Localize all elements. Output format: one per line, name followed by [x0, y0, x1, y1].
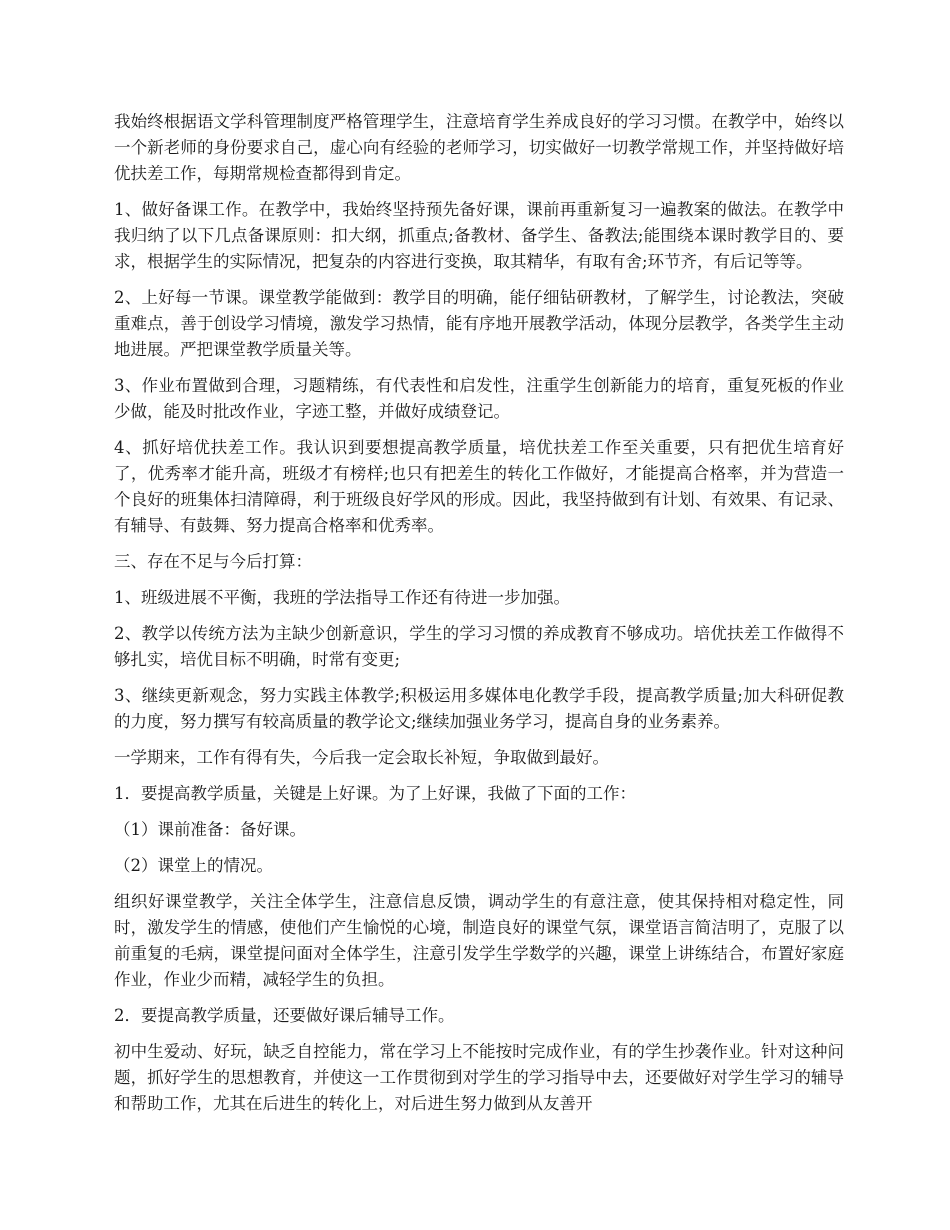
section-heading-shortcomings: 三、存在不足与今后打算： — [114, 552, 312, 571]
paragraph-point-1: 1．要提高教学质量，关键是上好课。为了上好课，我做了下面的工作： — [114, 784, 636, 803]
paragraph-summary: 一学期来，工作有得有失，今后我一定会取长补短，争取做到最好。 — [114, 748, 609, 767]
paragraph-lesson-prep: 1、做好备课工作。在教学中，我始终坚持预先备好课，课前再重新复习一遍教案的做法。在教学中我归纳了以下几点备课原则：扣大纲，抓重点;备教材、备学生、备教法;能围绕本课时教学目的、要求，根据学生的实际情况，把复杂的内容进行变换，取其精华，有取有舍;环节齐，有后记等等。 — [114, 200, 844, 271]
document-page — [114, 109, 844, 1127]
paragraph-after-class: 初中生爱动、好玩，缺乏自控能力，常在学习上不能按时完成作业，有的学生抄袭作业。针对这种问题，抓好学生的思想教育，并使这一工作贯彻到对学生的学习指导中去，还要做好对学生学习的辅导和帮助工作，尤其在后进生的转化上，对后进生努力做到从友善开 — [114, 1042, 844, 1113]
paragraph-subpoint-1: （1）课前准备：备好课。 — [114, 820, 306, 839]
paragraph-point-2: 2．要提高教学质量，还要做好课后辅导工作。 — [114, 1006, 455, 1025]
paragraph-tutoring: 4、抓好培优扶差工作。我认识到要想提高教学质量，培优扶差工作至关重要，只有把优生培育好了，优秀率才能升高，班级才有榜样;也只有把差生的转化工作做好，才能提高合格率，并为营造一个良好的班集体扫清障碍，利于班级良好学风的形成。因此，我坚持做到有计划、有效果、有记录、有辅导、有鼓舞、努力提高合格率和优秀率。 — [114, 438, 844, 535]
paragraph-classroom: 组织好课堂教学，关注全体学生，注意信息反馈，调动学生的有意注意，使其保持相对稳定性，同时，激发学生的情感，使他们产生愉悦的心境，制造良好的课堂气氛，课堂语言简洁明了，克服了以前重复的毛病，课堂提问面对全体学生，注意引发学生学数学的兴趣，课堂上讲练结合，布置好家庭作业，作业少而精，减轻学生的负担。 — [114, 892, 844, 989]
paragraph-shortcoming-2: 2、教学以传统方法为主缺少创新意识，学生的学习习惯的养成教育不够成功。培优扶差工作做得不够扎实，培优目标不明确，时常有变更; — [114, 624, 844, 669]
paragraph-each-class: 2、上好每一节课。课堂教学能做到：教学目的明确，能仔细钻研教材，了解学生，讨论教法，突破重难点，善于创设学习情境，激发学习热情，能有序地开展教学活动，体现分层教学，各类学生主动地进展。严把课堂教学质量关等。 — [114, 288, 844, 359]
paragraph-intro: 我始终根据语文学科管理制度严格管理学生，注意培育学生养成良好的学习习惯。在教学中，始终以一个新老师的身份要求自己，虚心向有经验的老师学习，切实做好一切教学常规工作，并坚持做好培优扶差工作，每期常规检查都得到肯定。 — [114, 112, 844, 183]
paragraph-homework: 3、作业布置做到合理，习题精练，有代表性和启发性，注重学生创新能力的培育，重复死板的作业少做，能及时批改作业，字迹工整，并做好成绩登记。 — [114, 376, 844, 421]
paragraph-shortcoming-1: 1、班级进展不平衡，我班的学法指导工作还有待进一步加强。 — [114, 588, 570, 607]
paragraph-plan-3: 3、继续更新观念，努力实践主体教学;积极运用多媒体电化教学手段，提高教学质量;加大科研促教的力度，努力撰写有较高质量的教学论文;继续加强业务学习，提高自身的业务素养。 — [114, 686, 844, 731]
paragraph-subpoint-2: （2）课堂上的情况。 — [114, 856, 273, 875]
